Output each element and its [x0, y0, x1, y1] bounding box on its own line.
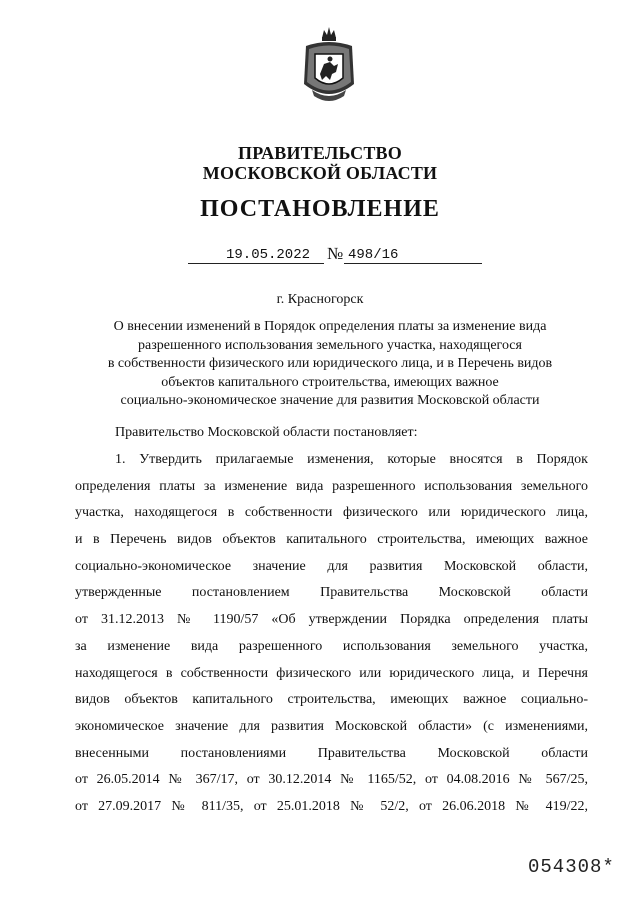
organization-name-line1: ПРАВИТЕЛЬСТВО [238, 143, 402, 163]
document-number: 498/16 [348, 247, 399, 263]
body-text [75, 447, 588, 821]
body-line: видов объектов капитального строительства, имеющих важное социально- [75, 692, 588, 708]
date-underline [188, 263, 324, 264]
body-line: за изменение вида разрешенного использования земельного участка, [75, 638, 588, 654]
intro-paragraph: Правительство Московской области постановляет: [115, 425, 418, 440]
body-line: участка, находящегося в собственности физического или юридического лица, [75, 505, 588, 521]
body-line: от 27.09.2017 № 811/35, от 25.01.2018 № 52/2, от 26.06.2018 № 419/22, [75, 798, 588, 814]
coat-of-arms-icon [300, 24, 358, 108]
organization-name-line2: МОСКОВСКОЙ ОБЛАСТИ [202, 163, 438, 183]
number-underline [344, 263, 482, 264]
body-line: внесенными постановлениями Правительства Московской области [75, 745, 588, 761]
body-line: утвержденные постановлением Правительства Московской области [75, 585, 588, 601]
subject-line: объектов капитального строительства, имеющих важное [161, 374, 499, 390]
body-line: социально-экономическое значение для развития Московской области, [75, 558, 588, 574]
body-line: экономическое значение для развития Московской области» (с изменениями, [75, 718, 588, 734]
number-sign: № [327, 244, 344, 263]
body-line: определения платы за изменение вида разрешенного использования земельного [75, 478, 588, 494]
subject-line: О внесении изменений в Порядок определения платы за изменение вида [113, 319, 547, 334]
subject-line: разрешенного использования земельного участка, находящегося [138, 337, 522, 353]
serial-number-stamp: 054308* [528, 856, 615, 878]
body-line: находящегося в собственности физического или юридического лица, и Перечня [75, 665, 588, 681]
subject-line: в собственности физического или юридического лица, и в Перечень видов [107, 356, 553, 371]
document-type-title: ПОСТАНОВЛЕНИЕ [200, 196, 440, 222]
body-line: и в Перечень видов объектов капитального строительства, имеющих важное [75, 532, 588, 548]
body-line: от 31.12.2013 № 1190/57 «Об утверждении Порядка определения платы [75, 612, 588, 628]
city-name: г. Красногорск [276, 292, 364, 307]
document-subject [90, 318, 570, 411]
body-line: от 26.05.2014 № 367/17, от 30.12.2014 № 1165/52, от 04.08.2016 № 567/25, [75, 772, 588, 788]
body-line: 1. Утвердить прилагаемые изменения, которые вносятся в Порядок [115, 452, 588, 467]
document-date: 19.05.2022 [226, 247, 311, 263]
subject-line: социально-экономическое значение для развития Московской области [120, 393, 540, 408]
